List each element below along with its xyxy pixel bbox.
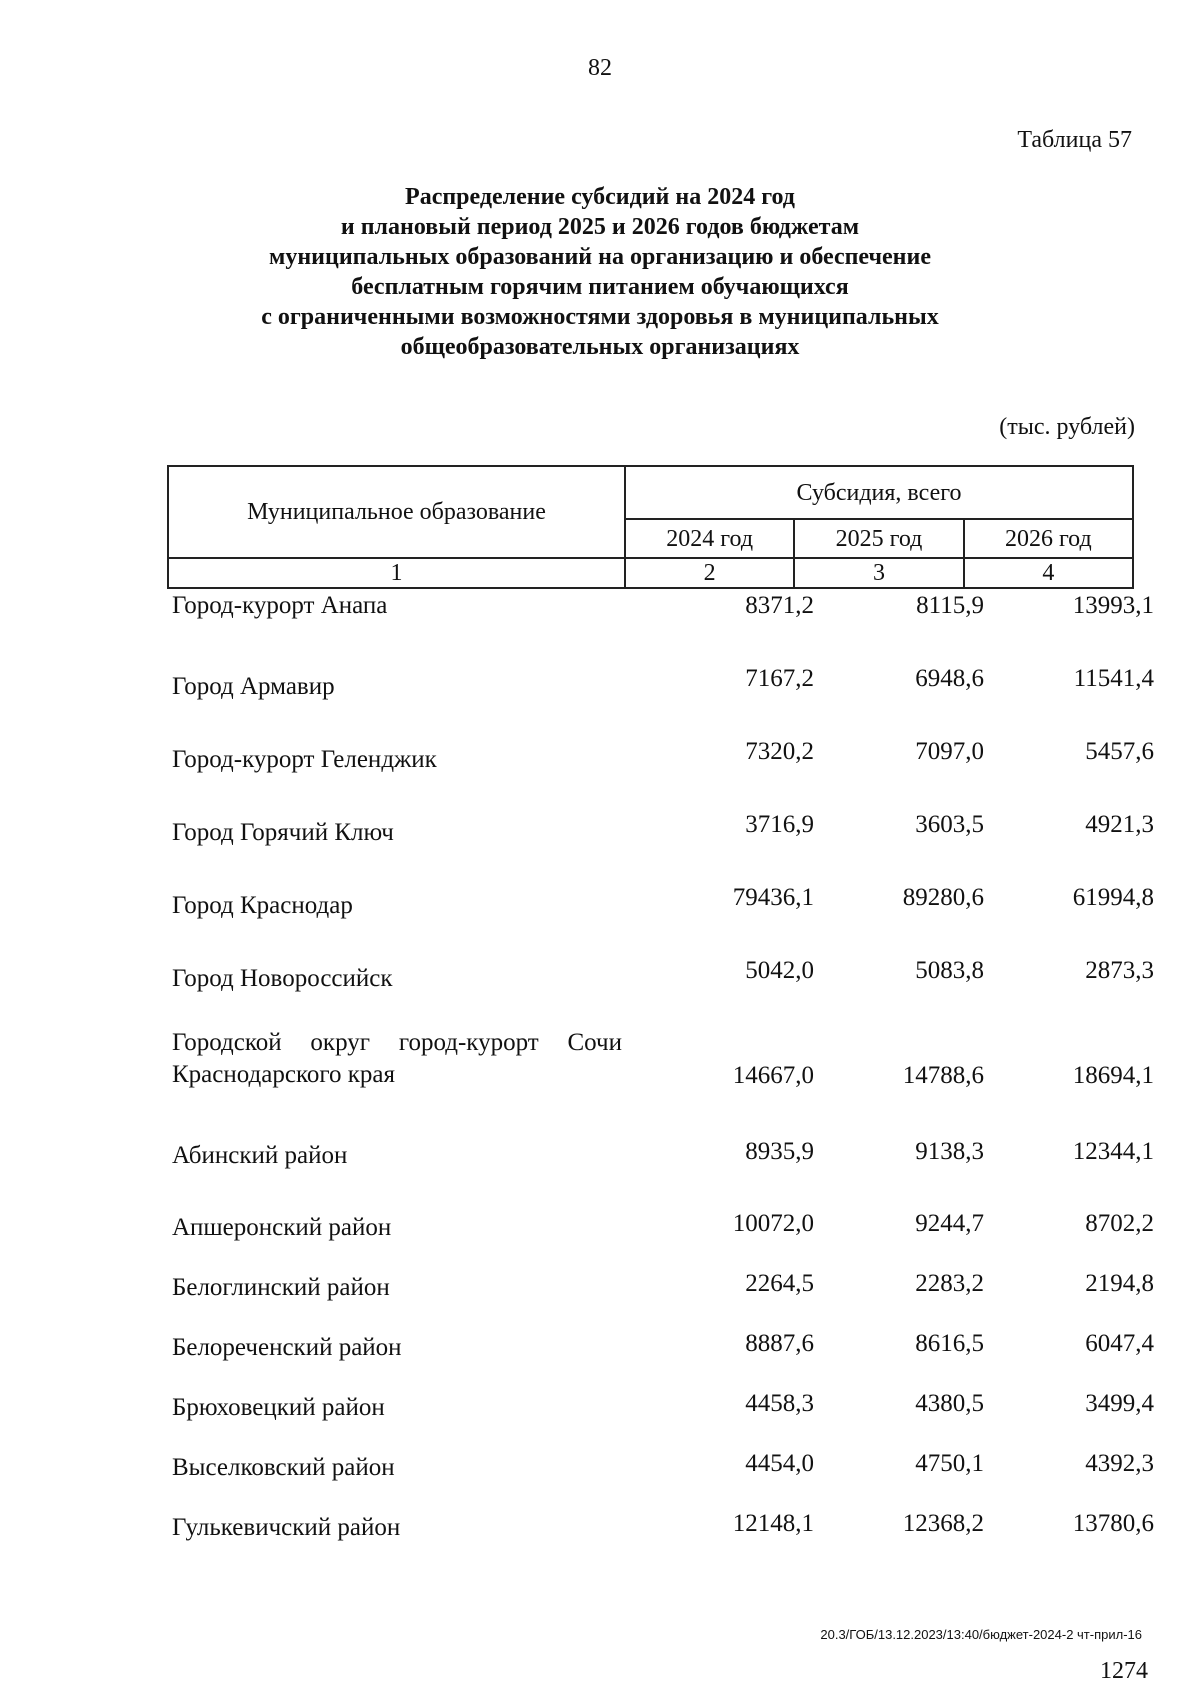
value-2026: 2873,3: [1085, 957, 1154, 984]
units-label: (тыс. рублей): [999, 414, 1135, 440]
municipality-name: Белоглинский район: [172, 1274, 390, 1301]
table-label: Таблица 57: [1017, 127, 1132, 153]
table-row: [172, 663, 1154, 736]
municipality-name: Выселковский район: [172, 1454, 395, 1481]
value-2026: 12344,1: [1072, 1138, 1154, 1165]
value-2024: 10072,0: [732, 1210, 814, 1237]
value-2025: 89280,6: [902, 884, 984, 911]
table-row: [172, 955, 1154, 1028]
municipality-name: Город-курорт Геленджик: [172, 746, 437, 773]
municipality-name: Городской округ город-курорт Сочи Краснодарского края: [172, 1029, 622, 1088]
municipality-name: Апшеронский район: [172, 1214, 392, 1241]
value-2025: 9138,3: [915, 1138, 984, 1165]
municipality-name: Город Армавир: [172, 673, 335, 700]
value-2025: 7097,0: [915, 738, 984, 765]
table-row: [172, 882, 1154, 955]
value-2024: 4458,3: [745, 1390, 814, 1417]
title-line: и плановый период 2025 и 2026 годов бюджетам: [340, 214, 860, 240]
header-subsidy: Субсидия, всего: [625, 466, 1133, 519]
column-number: 3: [794, 558, 963, 588]
value-2026: 4921,3: [1085, 811, 1154, 838]
document-number: 1274: [1100, 1658, 1148, 1684]
table-row: [172, 1388, 1154, 1448]
title-line: бесплатным горячим питанием обучающихся: [351, 274, 849, 300]
table-header: [167, 465, 1134, 589]
value-2025: 3603,5: [915, 811, 984, 838]
table-row: [172, 590, 1154, 663]
header-municipality: Муниципальное образование: [168, 466, 625, 558]
value-2024: 7320,2: [745, 738, 814, 765]
value-2026: 2194,8: [1085, 1270, 1154, 1297]
value-2024: 12148,1: [732, 1510, 814, 1537]
value-2024: 79436,1: [732, 884, 814, 911]
document-title: [150, 182, 1050, 362]
table-row: [172, 1448, 1154, 1508]
municipality-name: Город Краснодар: [172, 892, 353, 919]
title-line: общеобразовательных организациях: [400, 334, 800, 360]
page-number: 82: [588, 55, 612, 81]
value-2024: 8935,9: [745, 1138, 814, 1165]
value-2025: 9244,7: [915, 1210, 984, 1237]
value-2025: 4750,1: [915, 1450, 984, 1477]
column-number: 1: [168, 558, 625, 588]
header-year-2024: 2024 год: [625, 519, 794, 558]
value-2024: 3716,9: [745, 811, 814, 838]
title-line: муниципальных образований на организацию и обеспечение: [269, 244, 931, 270]
value-2026: 61994,8: [1072, 884, 1154, 911]
table-row: [172, 1136, 1154, 1208]
value-2026: 6047,4: [1085, 1330, 1154, 1357]
value-2026: 8702,2: [1085, 1210, 1154, 1237]
value-2026: 18694,1: [1072, 1062, 1154, 1089]
value-2024: 2264,5: [745, 1270, 814, 1297]
footer-code: 20.3/ГОБ/13.12.2023/13:40/бюджет-2024-2 чт-прил-16: [820, 1627, 1142, 1642]
table-row: [172, 1028, 1154, 1136]
column-number: 2: [625, 558, 794, 588]
value-2025: 12368,2: [902, 1510, 984, 1537]
header-year-2026: 2026 год: [964, 519, 1133, 558]
value-2026: 11541,4: [1073, 665, 1154, 692]
title-line: с ограниченными возможностями здоровья в муниципальных: [261, 304, 939, 330]
value-2025: 4380,5: [915, 1390, 984, 1417]
header-year-2025: 2025 год: [794, 519, 963, 558]
value-2024: 7167,2: [745, 665, 814, 692]
table-row: [172, 1328, 1154, 1388]
title-line: Распределение субсидий на 2024 год: [405, 184, 795, 210]
value-2024: 5042,0: [745, 957, 814, 984]
municipality-name: Брюховецкий район: [172, 1394, 385, 1421]
value-2025: 8115,9: [916, 592, 984, 619]
value-2026: 5457,6: [1085, 738, 1154, 765]
value-2024: 14667,0: [732, 1062, 814, 1089]
table-row: [172, 1208, 1154, 1268]
value-2025: 14788,6: [902, 1062, 984, 1089]
value-2024: 8371,2: [745, 592, 814, 619]
municipality-name: Город-курорт Анапа: [172, 592, 388, 619]
table-row: [172, 736, 1154, 809]
value-2026: 13993,1: [1072, 592, 1154, 619]
value-2025: 8616,5: [915, 1330, 984, 1357]
value-2024: 8887,6: [745, 1330, 814, 1357]
table-body: [172, 590, 1154, 1568]
value-2025: 6948,6: [915, 665, 984, 692]
municipality-name: Абинский район: [172, 1142, 348, 1169]
column-number: 4: [964, 558, 1133, 588]
table-row: [172, 809, 1154, 882]
municipality-name: Город Новороссийск: [172, 965, 393, 992]
value-2026: 4392,3: [1085, 1450, 1154, 1477]
table-row: [172, 1508, 1154, 1568]
table-row: [172, 1268, 1154, 1328]
value-2024: 4454,0: [745, 1450, 814, 1477]
value-2026: 3499,4: [1085, 1390, 1154, 1417]
municipality-name: Город Горячий Ключ: [172, 819, 394, 846]
municipality-name: Белореченский район: [172, 1334, 402, 1361]
value-2025: 5083,8: [915, 957, 984, 984]
municipality-name: Гулькевичский район: [172, 1514, 401, 1541]
value-2025: 2283,2: [915, 1270, 984, 1297]
value-2026: 13780,6: [1072, 1510, 1154, 1537]
